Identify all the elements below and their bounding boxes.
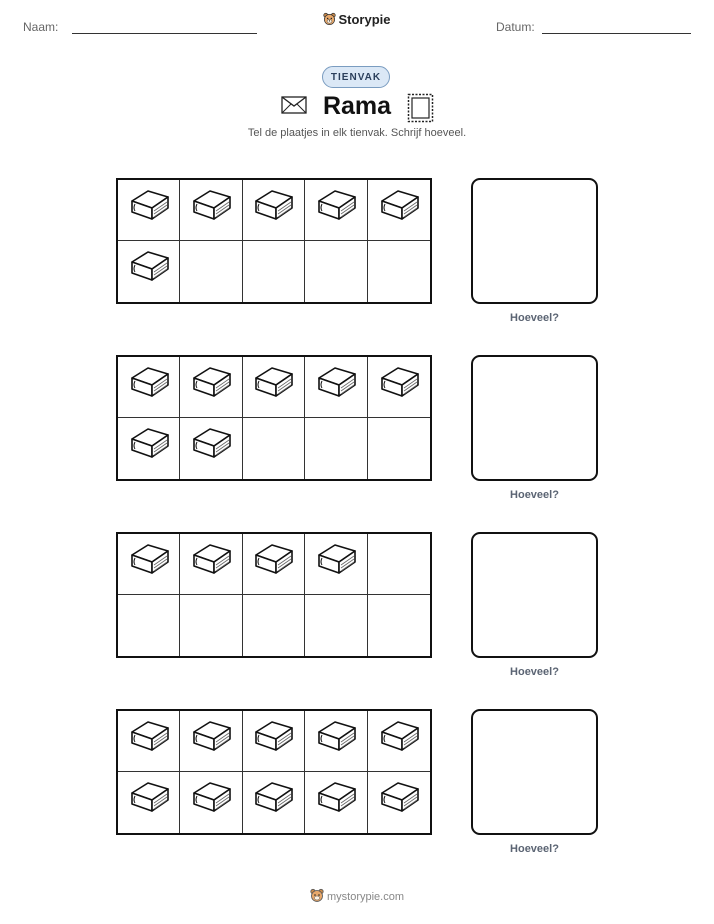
ten-frame-cell (118, 418, 180, 479)
answer-box-2[interactable] (471, 355, 598, 481)
book-icon (376, 187, 422, 234)
book-icon (126, 541, 172, 588)
answer-box-4[interactable] (471, 709, 598, 835)
ten-frame-cell (118, 180, 180, 241)
ten-frame-cell (243, 711, 305, 772)
answer-label-4: Hoeveel? (510, 843, 559, 855)
ten-frame-cell (180, 418, 242, 479)
book-icon (376, 718, 422, 765)
date-label: Datum: (496, 20, 535, 34)
book-icon (126, 425, 172, 472)
page-title: Rama (322, 92, 392, 120)
ten-frame-cell (305, 595, 367, 656)
book-icon (126, 364, 172, 411)
book-icon (188, 364, 234, 411)
book-icon (313, 779, 359, 826)
ten-frame-cell (305, 180, 367, 241)
book-icon (250, 541, 296, 588)
book-icon (126, 248, 172, 295)
bear-icon (323, 12, 336, 26)
answer-label-3: Hoeveel? (510, 666, 559, 678)
answer-label-1: Hoeveel? (510, 312, 559, 324)
ten-frame-cell (180, 711, 242, 772)
date-line[interactable] (542, 33, 691, 34)
answer-box-1[interactable] (471, 178, 598, 304)
stamp-icon (407, 93, 434, 123)
ten-frame-cell (118, 357, 180, 418)
book-icon (126, 187, 172, 234)
ten-frame-cell (305, 241, 367, 302)
book-icon (188, 718, 234, 765)
ten-frame-cell (305, 711, 367, 772)
ten-frame-cell (118, 241, 180, 302)
ten-frame-cell (368, 241, 430, 302)
name-label: Naam: (23, 20, 59, 34)
book-icon (313, 187, 359, 234)
ten-frame-cell (305, 772, 367, 833)
book-icon (250, 779, 296, 826)
brand-logo (0, 12, 714, 27)
book-icon (250, 718, 296, 765)
ten-frame-cell (180, 772, 242, 833)
ten-frame-3 (116, 532, 432, 658)
ten-frame-cell (180, 357, 242, 418)
ten-frame-cell (243, 534, 305, 595)
ten-frame-cell (180, 180, 242, 241)
footer-bear-icon (310, 888, 324, 903)
ten-frame-cell (305, 418, 367, 479)
book-icon (313, 364, 359, 411)
ten-frame-cell (243, 772, 305, 833)
answer-label-2: Hoeveel? (510, 489, 559, 501)
book-icon (313, 541, 359, 588)
ten-frame-cell (118, 595, 180, 656)
answer-box-3[interactable] (471, 532, 598, 658)
book-icon (376, 364, 422, 411)
book-icon (250, 364, 296, 411)
ten-frame-cell (368, 357, 430, 418)
book-icon (313, 718, 359, 765)
book-icon (188, 187, 234, 234)
ten-frame-4 (116, 709, 432, 835)
ten-frame-cell (180, 534, 242, 595)
ten-frame-cell (118, 534, 180, 595)
book-icon (188, 779, 234, 826)
footer (0, 888, 714, 903)
book-icon (188, 541, 234, 588)
ten-frame-cell (118, 772, 180, 833)
ten-frame-2 (116, 355, 432, 481)
ten-frame-cell (180, 241, 242, 302)
instruction-text: Tel de plaatjes in elk tienvak. Schrijf hoeveel. (247, 127, 467, 139)
book-icon (376, 779, 422, 826)
ten-frame-cell (180, 595, 242, 656)
ten-frame-cell (368, 418, 430, 479)
ten-frame-cell (243, 418, 305, 479)
ten-frame-cell (243, 595, 305, 656)
book-icon (126, 718, 172, 765)
ten-frame-cell (243, 241, 305, 302)
ten-frame-cell (368, 711, 430, 772)
ten-frame-cell (118, 711, 180, 772)
ten-frame-cell (243, 357, 305, 418)
brand-name: Storypie (338, 12, 391, 27)
book-icon (250, 187, 296, 234)
ten-frame-cell (368, 595, 430, 656)
ten-frame-cell (368, 534, 430, 595)
topic-badge: TIENVAK (322, 66, 390, 88)
name-line[interactable] (72, 33, 257, 34)
ten-frame-cell (368, 772, 430, 833)
ten-frame-1 (116, 178, 432, 304)
book-icon (188, 425, 234, 472)
ten-frame-cell (243, 180, 305, 241)
ten-frame-cell (305, 534, 367, 595)
ten-frame-cell (305, 357, 367, 418)
ten-frame-cell (368, 180, 430, 241)
footer-url: mystorypie.com (326, 891, 405, 903)
book-icon (126, 779, 172, 826)
